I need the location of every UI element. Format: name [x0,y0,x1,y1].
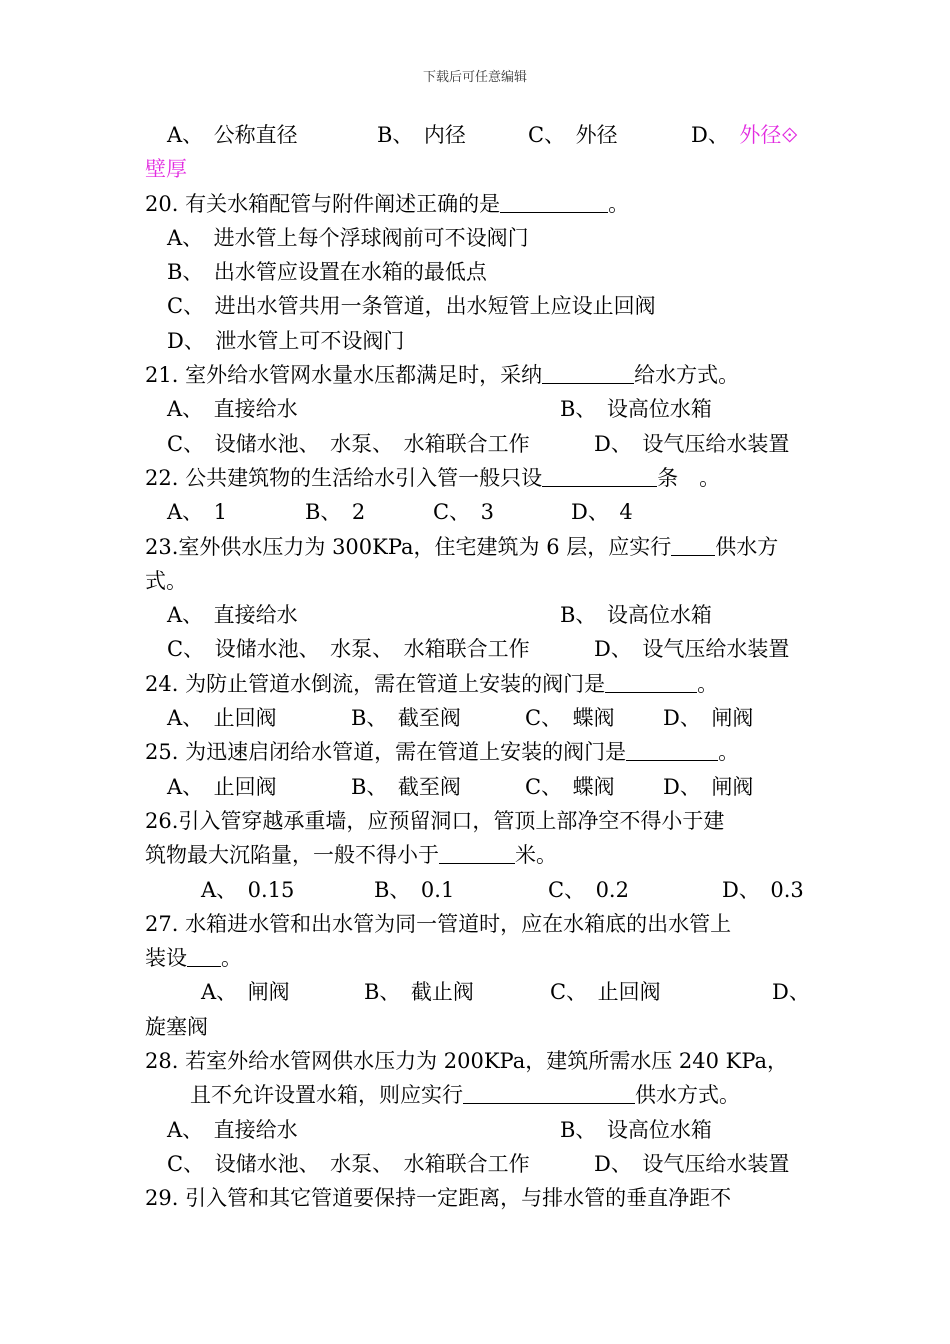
q24-stem-text: 24. 为防止管道水倒流，需在管道上安装的阀门是 [145,671,606,696]
q19-option-c: C、 外径 [528,123,618,147]
q28-stem-line1: 28. 若室外给水管网供水压力为 200KPa，建筑所需水压 240 KPa， [145,1049,789,1074]
q27-stem-text: 装设 [145,946,187,971]
q27-stem-line1: 27. 水箱进水管和出水管为同一管道时，应在水箱底的出水管上 [145,911,732,936]
q21-option-c: C、 设储水池、 水泵、 水箱联合工作 [167,431,530,456]
q23-stem-text: 23.室外供水压力为 300KPa，住宅建筑为 6 层，应实行 [145,534,672,559]
q24-stem [145,667,807,701]
q27-stem-line2 [145,941,807,975]
q26-option-a: A、 0.15 [201,877,295,902]
q28-stem-text: 且不允许设置水箱，则应实行 [190,1083,463,1108]
q27-option-c: C、 止回阀 [550,980,661,1005]
q21-option-a: A、 直接给水 [167,397,298,422]
q24-stem-end: 。 [697,671,719,696]
page-header: 下载后可任意编辑 [422,70,527,85]
q28-option-c: C、 设储水池、 水泵、 水箱联合工作 [167,1151,530,1176]
q24-option-c: C、 蝶阀 [525,706,615,731]
q21-options-cd [145,427,807,461]
q21-option-d: D、 设气压给水装置 [594,431,790,456]
q20-stem [145,187,807,221]
q21-stem-end: 给水方式。 [634,363,740,388]
q28-stem-end: 供水方式。 [635,1083,740,1108]
q22-options [145,495,807,529]
q22-option-d: D、 4 [571,500,633,525]
q27-options [145,975,810,1009]
q21-answer-blank [542,361,634,384]
q22-stem-end: 条 。 [657,465,721,490]
q26-stem-end: 米。 [515,843,557,868]
q23-stem-line2: 式。 [145,568,187,593]
q27-option-b: B、 截止阀 [364,980,474,1005]
q20-option-a: A、 进水管上每个浮球阀前可不设阀门 [167,225,529,250]
q22-option-c: C、 3 [433,500,494,525]
q22-stem-text: 22. 公共建筑物的生活给水引入管一般只设 [145,465,543,490]
q23-stem [145,530,807,564]
diamond-icon: ⟐ [781,123,798,147]
q26-option-c: C、 0.2 [548,877,629,902]
q23-options-ab [145,598,807,632]
q28-option-a: A、 直接给水 [167,1117,298,1142]
q27-option-d-tail: 旋塞阀 [145,1014,208,1039]
q29-stem-line1: 29. 引入管和其它管道要保持一定距离，与排水管的垂直净距不 [145,1186,732,1211]
q25-stem [145,735,807,769]
q25-stem-end: 。 [718,740,740,765]
q19-option-d-tail: 壁厚 [145,157,187,182]
q25-answer-blank [626,738,718,761]
q19-option-d [691,118,798,152]
q24-option-d: D、 闸阀 [663,706,754,731]
q20-option-c: C、 进出水管共用一条管道，出水短管上应设止回阀 [167,294,656,319]
q26-stem-line2 [145,838,807,872]
q27-stem-end: 。 [221,946,242,971]
q24-option-b: B、 截至阀 [351,706,461,731]
q27-option-a: A、 闸阀 [201,980,290,1005]
q23-option-b: B、 设高位水箱 [560,603,712,628]
q21-options-ab [145,392,807,426]
q23-option-c: C、 设储水池、 水泵、 水箱联合工作 [167,637,530,662]
q19-option-b: B、 内径 [377,123,466,147]
q26-option-d: D、 0.3 [722,877,804,902]
q25-stem-text: 25. 为迅速启闭给水管道，需在管道上安装的阀门是 [145,740,627,765]
q23-option-a: A、 直接给水 [167,603,298,628]
q28-options-cd [145,1147,807,1181]
q28-option-b: B、 设高位水箱 [560,1117,712,1142]
q20-stem-text: 20. 有关水箱配管与附件阐述正确的是 [145,191,501,216]
q27-answer-blank [187,944,221,967]
q19-option-d-highlight: 外径 [739,123,782,147]
q20-option-d: D、 泄水管上可不设阀门 [167,328,405,353]
q25-option-a: A、 止回阀 [167,774,277,799]
q25-option-d: D、 闸阀 [663,774,754,799]
q25-option-c: C、 蝶阀 [525,774,615,799]
q28-answer-blank [463,1081,635,1104]
q28-stem-line2 [145,1078,807,1112]
q23-stem-end: 供水方 [715,534,779,559]
q21-stem-text: 21. 室外给水管网水量水压都满足时，采纳 [145,363,543,388]
q20-answer-blank [500,190,608,213]
q26-option-b: B、 0.1 [374,877,455,902]
q26-stem-text: 筑物最大沉陷量，一般不得小于 [145,843,439,868]
q19-option-a: A、 公称直径 [167,123,298,147]
q23-options-cd [145,632,807,666]
q26-stem-line1: 26.引入管穿越承重墙，应预留洞口，管顶上部净空不得小于建 [145,808,725,833]
q19-option-d-continued [145,152,807,186]
q22-stem [145,461,807,495]
q25-options [145,770,807,804]
q24-answer-blank [605,670,697,693]
q28-options-ab [145,1113,807,1147]
q22-option-b: B、 2 [305,500,366,525]
q23-option-d: D、 设气压给水装置 [594,637,790,662]
q19-options [145,118,807,152]
question-list [145,118,810,1216]
q24-option-a: A、 止回阀 [167,706,277,731]
q21-option-b: B、 设高位水箱 [560,397,712,422]
q20-option-b: B、 出水管应设置在水箱的最低点 [167,260,487,285]
q22-answer-blank [542,464,657,487]
q24-options [145,701,807,735]
q21-stem [145,358,807,392]
q26-options [145,873,807,907]
q28-option-d: D、 设气压给水装置 [594,1151,790,1176]
q20-stem-end: 。 [608,191,630,216]
q22-option-a: A、 1 [167,500,228,525]
q26-answer-blank [439,841,515,864]
q19-option-d-prefix: D、 [691,123,719,147]
q23-answer-blank [671,533,715,556]
q27-option-d: D、 [772,980,810,1005]
q25-option-b: B、 截至阀 [351,774,461,799]
